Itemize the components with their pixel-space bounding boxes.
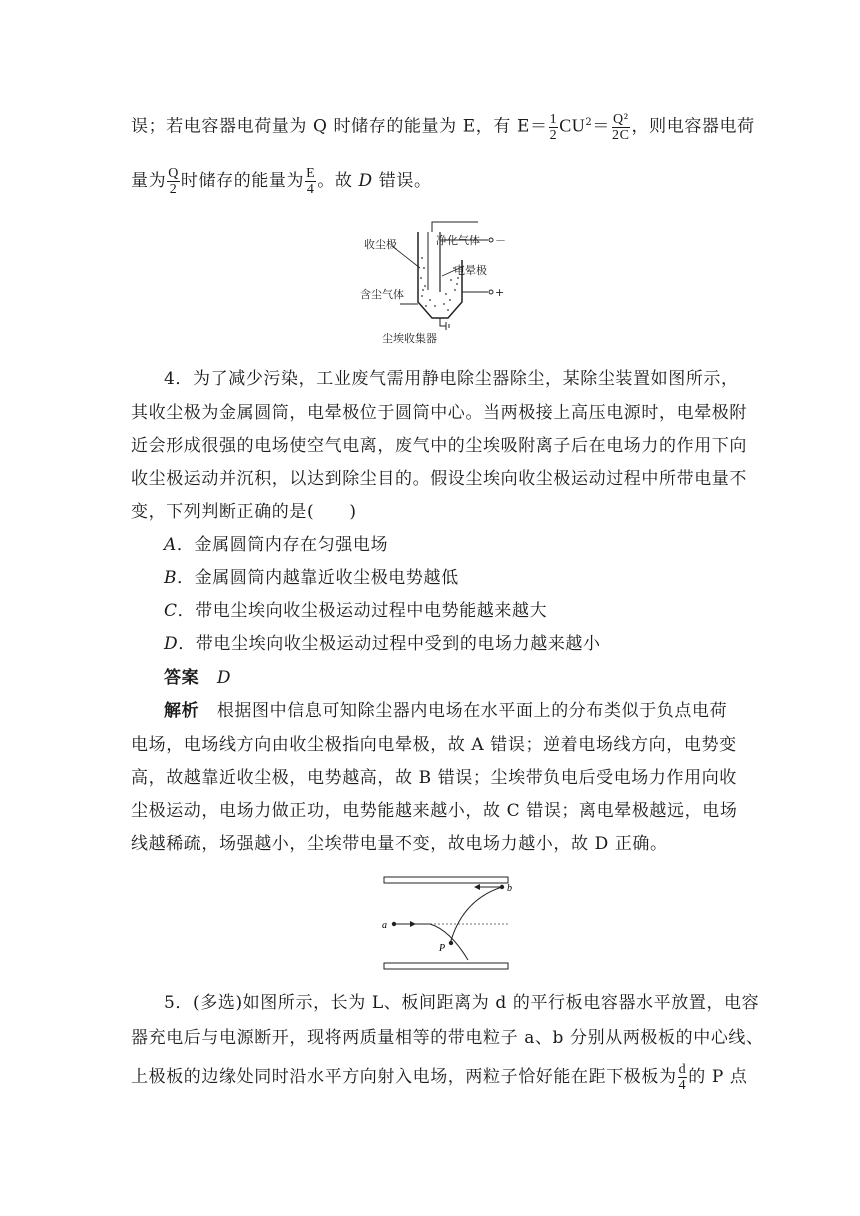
text-line: [131, 166, 432, 197]
label-b: b: [507, 883, 512, 894]
option-text: ．带电尘埃向收尘极运动过程中电势能越来越大: [177, 601, 548, 621]
option-text: ．金属圆筒内越靠近收尘极电势越低: [177, 568, 459, 588]
path-b: [450, 887, 502, 944]
text-run: ＝: [592, 116, 610, 137]
fraction-denominator: 4: [678, 1078, 687, 1093]
fraction-numerator: 1: [549, 111, 558, 127]
fraction: [305, 166, 316, 197]
label-a: a: [382, 920, 387, 931]
point-p: [449, 941, 453, 945]
fraction-numerator: E: [306, 166, 316, 181]
question-line: 近会形成很强的电场使空气电离，废气中的尘埃吸附离子后在电场力的作用下向: [131, 436, 747, 456]
plus-terminal: [489, 290, 493, 294]
analysis-line: [164, 698, 727, 724]
fraction: [678, 1062, 688, 1093]
analysis-line: 线越稀疏，场强越小，尘埃带电量不变，故电场力越小，故 D 正确。: [131, 834, 668, 854]
analysis-line: 尘极运动，电场力做正功，电势能越来越小，故 C 错误；离电晕极越远，电场: [131, 801, 738, 821]
option-letter: C: [164, 601, 178, 621]
text-line: [131, 110, 755, 143]
fraction: [611, 112, 631, 143]
text-run: CU: [559, 115, 586, 136]
question-line: [131, 1062, 747, 1093]
text-run: 错误。: [372, 171, 432, 191]
question-line: 其收尘极为金属圆筒，电晕极位于圆筒中心。当两极接上高压电源时，电晕极附: [131, 403, 747, 423]
option-b: [164, 565, 459, 591]
dust-box-label: 尘埃收集器: [382, 332, 437, 345]
minus-label: －: [495, 234, 506, 247]
fraction-denominator: 2C: [611, 127, 630, 143]
fraction-denominator: 2: [549, 127, 558, 143]
option-d: [164, 631, 601, 657]
answer-label: 答案: [164, 668, 200, 688]
text-run: 上极板的边缘处同时沿水平方向射入电场，两粒子恰好能在距下极板为: [131, 1067, 677, 1087]
option-letter: D: [358, 171, 373, 191]
text-run: 时储存的能量为: [180, 171, 305, 191]
answer-line: [164, 665, 231, 691]
minus-terminal: [489, 238, 493, 242]
corona-label: 电晕极: [454, 264, 487, 277]
option-a: [164, 532, 388, 558]
analysis-text: 根据图中信息可知除尘器内电场在水平面上的分布类似于负点电荷: [216, 701, 728, 721]
arrowhead-a: [410, 921, 416, 927]
superscript: 2: [585, 117, 593, 128]
text-run: 的 P 点: [688, 1067, 748, 1087]
analysis-line: 高，故越靠近收尘极，电势越高，故 B 错误；尘埃带负电后受电场力作用向收: [131, 768, 737, 788]
question-line: 5．(多选)如图所示，长为 L、板间距离为 d 的平行板电容器水平放置，电容: [164, 993, 760, 1013]
precipitator-figure: [360, 218, 510, 346]
fraction-denominator: 4: [306, 182, 315, 197]
question-line: 收尘极运动并沉积，以达到除尘目的。假设尘埃向收尘极运动过程中所带电量不: [131, 469, 747, 489]
option-text: ．金属圆筒内存在匀强电场: [176, 535, 389, 555]
fraction-numerator: Q: [168, 166, 179, 181]
lower-plate: [384, 963, 508, 969]
arrowhead-b: [474, 884, 480, 890]
fraction: [549, 112, 559, 143]
fraction-numerator: Q²: [613, 111, 629, 127]
label-p: P: [439, 943, 446, 954]
text-run: 量为: [131, 171, 167, 191]
fraction-numerator: d: [678, 1062, 687, 1077]
text-run: 误；若电容器电荷量为 Q 时储存的能量为 E，有 E＝: [131, 116, 548, 137]
upper-plate: [384, 877, 508, 883]
plus-label: +: [495, 286, 505, 299]
fraction: [167, 166, 180, 197]
question-line: 器充电后与电源断开，现将两质量相等的带电粒子 a、b 分别从两极板的中心线、: [131, 1028, 764, 1048]
text-run: 。故: [317, 171, 359, 191]
ground-lead: [440, 318, 446, 326]
option-letter: A: [164, 535, 177, 555]
question-line: 4．为了减少污染，工业废气需用静电除尘器除尘，某除尘装置如图所示，: [164, 369, 739, 389]
option-text: ．带电尘埃向收尘极运动过程中受到的电场力越来越小: [178, 634, 601, 654]
collector-label: 收尘极: [364, 238, 397, 251]
analysis-line: 电场，电场线方向由收尘极指向电晕极，故 A 错误；逆着电场线方向，电势变: [131, 735, 737, 755]
answer-value: D: [216, 668, 232, 688]
dusty-gas-label: 含尘气体: [360, 288, 404, 301]
fraction-denominator: 2: [169, 182, 178, 197]
capacitor-figure: [370, 872, 520, 974]
clean-gas-label: 净化气体: [436, 234, 480, 247]
option-letter: B: [164, 568, 178, 588]
text-run: ，则电容器电荷: [631, 116, 755, 137]
question-line: 变，下列判断正确的是( ): [131, 502, 357, 522]
option-c: [164, 598, 547, 624]
path-a: [394, 924, 468, 960]
analysis-label: 解析: [164, 701, 200, 721]
option-letter: D: [164, 634, 179, 654]
clean-gas-outlet: [432, 222, 478, 232]
